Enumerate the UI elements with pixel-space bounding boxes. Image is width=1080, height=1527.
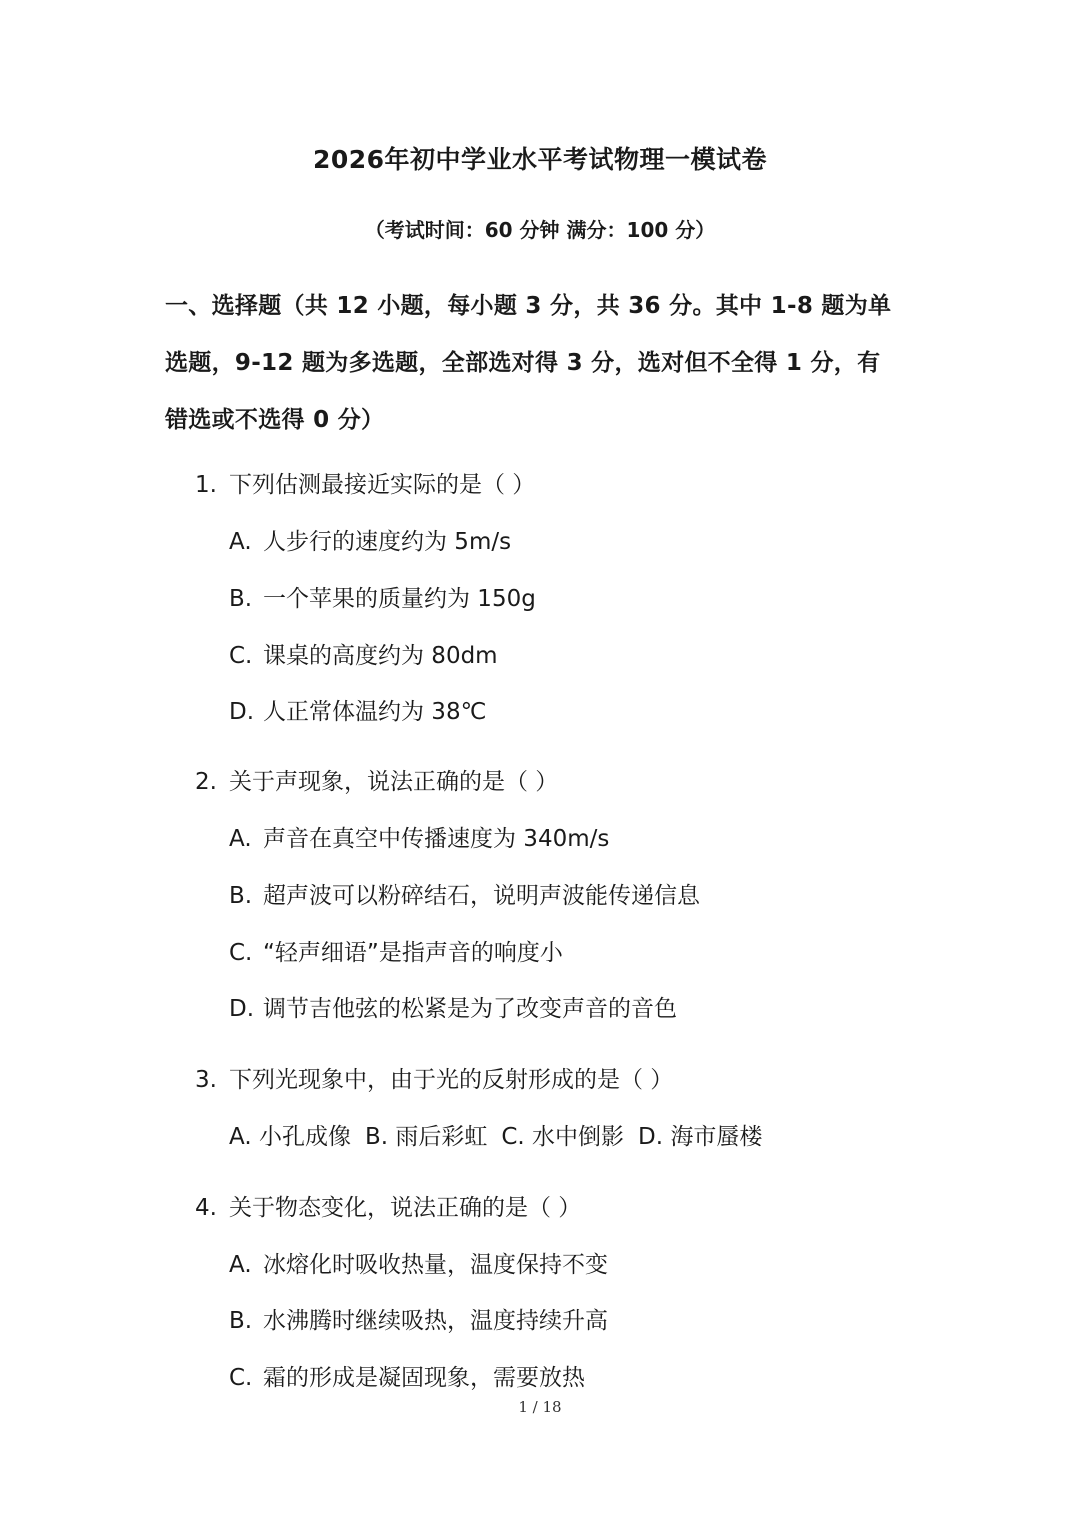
option-letter: A. xyxy=(229,1252,252,1278)
option-text: 小孔成像 xyxy=(258,1124,351,1150)
question-3-option-a xyxy=(229,1124,351,1150)
question-1-option-b xyxy=(229,584,536,614)
option-text: 一个苹果的质量约为 150g xyxy=(263,586,536,612)
option-text: 课桌的高度约为 80dm xyxy=(263,643,498,669)
question-number: 4. xyxy=(195,1195,217,1221)
option-text: 声音在真空中传播速度为 340m/s xyxy=(263,826,610,852)
option-letter: B. xyxy=(364,1124,389,1150)
question-2-option-d xyxy=(229,994,677,1024)
section-heading-line: 选题，9-12 题为多选题，全部选对得 3 分，选对但不全得 1 分，有 xyxy=(165,350,881,376)
option-letter: D. xyxy=(229,996,255,1022)
option-letter: D. xyxy=(229,699,255,725)
question-number: 3. xyxy=(195,1067,217,1093)
question-2-option-a xyxy=(229,824,609,854)
question-2-option-b xyxy=(229,881,700,911)
section-heading xyxy=(165,278,925,449)
option-text: 海市蜃楼 xyxy=(670,1124,763,1150)
option-text: 水中倒影 xyxy=(532,1124,625,1150)
question-3-options xyxy=(229,1122,776,1152)
question-4-option-a xyxy=(229,1250,608,1280)
option-letter: C. xyxy=(229,643,253,669)
option-text: 霜的形成是凝固现象，需要放热 xyxy=(263,1365,585,1391)
option-letter: C. xyxy=(229,940,253,966)
option-letter: B. xyxy=(229,586,253,612)
option-text: 冰熔化时吸收热量，温度保持不变 xyxy=(263,1252,608,1278)
option-letter: A. xyxy=(229,826,252,852)
option-text: 人步行的速度约为 5m/s xyxy=(263,529,512,555)
question-4-option-b xyxy=(229,1306,608,1336)
option-letter: B. xyxy=(229,1308,253,1334)
question-2-stem xyxy=(195,767,558,797)
option-letter: C. xyxy=(501,1124,525,1150)
option-text: 人正常体温约为 38℃ xyxy=(263,699,487,725)
question-text: 关于物态变化，说法正确的是（ ） xyxy=(229,1195,582,1221)
option-text: 水沸腾时继续吸热，温度持续升高 xyxy=(263,1308,608,1334)
question-4-stem xyxy=(195,1193,581,1223)
section-heading-line: 错选或不选得 0 分） xyxy=(165,407,385,433)
option-text: 调节吉他弦的松紧是为了改变声音的音色 xyxy=(263,996,677,1022)
page-title: 2026年初中学业水平考试物理一模试卷 xyxy=(312,145,768,174)
question-text: 下列估测最接近实际的是（ ） xyxy=(229,472,536,498)
question-2-option-c xyxy=(229,938,563,968)
section-heading-line: 一、选择题（共 12 小题，每小题 3 分，共 36 分。其中 1-8 题为单 xyxy=(165,293,892,319)
question-3-stem xyxy=(195,1065,673,1095)
option-text: 超声波可以粉碎结石，说明声波能传递信息 xyxy=(263,883,700,909)
question-text: 关于声现象，说法正确的是（ ） xyxy=(229,769,559,795)
question-4-option-c xyxy=(229,1363,585,1393)
question-1-option-c xyxy=(229,641,498,671)
question-1-option-a xyxy=(229,527,511,557)
option-letter: B. xyxy=(229,883,253,909)
question-3-option-b xyxy=(365,1124,487,1150)
question-3-option-c xyxy=(501,1124,624,1150)
question-number: 2. xyxy=(195,769,217,795)
question-1-option-d xyxy=(229,697,486,727)
option-text: “轻声细语”是指声音的响度小 xyxy=(263,940,563,966)
option-letter: A. xyxy=(229,1124,252,1150)
page-number: 1 / 18 xyxy=(518,1398,562,1416)
question-text: 下列光现象中，由于光的反射形成的是（ ） xyxy=(229,1067,674,1093)
option-letter: D. xyxy=(638,1124,664,1150)
question-1-stem xyxy=(195,470,535,500)
exam-info: （考试时间：60 分钟 满分：100 分） xyxy=(364,218,716,242)
question-number: 1. xyxy=(195,472,217,498)
option-letter: A. xyxy=(229,529,252,555)
option-letter: C. xyxy=(229,1365,253,1391)
option-text: 雨后彩虹 xyxy=(395,1124,488,1150)
question-3-option-d xyxy=(638,1124,762,1150)
